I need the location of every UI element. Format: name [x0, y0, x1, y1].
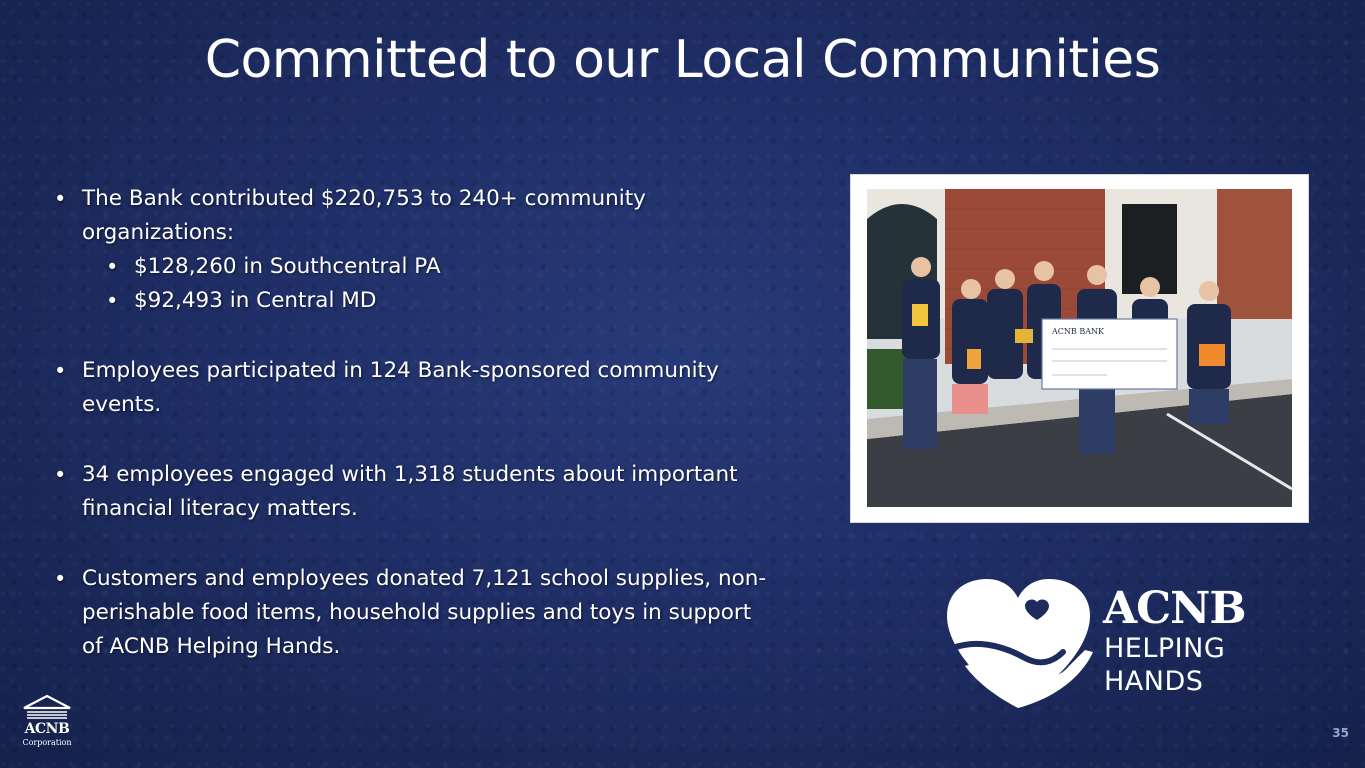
check-bank-name: ACNB BANK — [1052, 327, 1104, 336]
bullet-events — [54, 354, 814, 422]
bullet-text: events. — [82, 392, 162, 417]
corporate-logo-brand: ACNB — [24, 721, 70, 737]
team-photo-frame — [850, 174, 1309, 523]
bullet-text: Employees participated in 124 Bank-sponsored community — [82, 358, 719, 383]
bullet-text: perishable food items, household supplies and toys in support — [82, 600, 752, 625]
bullet-text: of ACNB Helping Hands. — [82, 634, 341, 659]
sub-bullet-pa: • $128,260 in Southcentral PA — [54, 250, 814, 284]
bullet-text: Customers and employees donated 7,121 school supplies, non- — [82, 566, 767, 591]
helping-hands-brand: ACNB — [1103, 583, 1246, 634]
bullet-text: The Bank contributed $220,753 to 240+ community — [82, 186, 646, 211]
bullet-text: financial literacy matters. — [82, 496, 358, 521]
bullet-list — [54, 182, 814, 664]
corporate-logo-sub: Corporation — [22, 738, 72, 747]
helping-hands-line2: HANDS — [1104, 666, 1204, 697]
bullet-contributions — [54, 182, 814, 250]
bullet-financial-literacy — [54, 458, 814, 526]
bullet-donations — [54, 562, 814, 664]
slide-title: Committed to our Local Communities — [204, 30, 1161, 90]
bullet-text: 34 employees engaged with 1,318 students about important — [82, 462, 738, 487]
bullet-text: organizations: — [82, 220, 235, 245]
helping-hands-line1: HELPING — [1104, 633, 1226, 664]
sub-bullet-md: • $92,493 in Central MD — [54, 284, 814, 318]
team-photo — [867, 189, 1292, 507]
page-number: 35 — [1332, 726, 1349, 740]
